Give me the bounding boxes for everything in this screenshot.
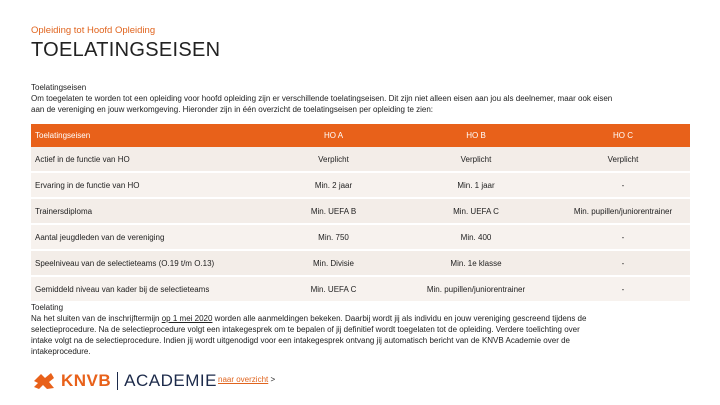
table-row <box>31 198 690 224</box>
admission-text: Na het sluiten van de inschrijftermijn <box>31 314 162 323</box>
table-cell: Min. UEFA B <box>271 198 396 224</box>
admission-line: intake volgt na de selectieprocedure. Indien jij wordt uitgenodigd voor een intakegesprek ontvang jij automatisch bericht van de KNVB Academie over de <box>31 336 570 345</box>
table-row <box>31 224 690 250</box>
table-cell: Actief in de functie van HO <box>31 147 271 172</box>
table-cell: Min. 750 <box>271 224 396 250</box>
column-header: HO A <box>271 124 396 147</box>
academy-name: ACADEMIE <box>124 371 217 390</box>
admission-section <box>31 302 691 357</box>
table-row <box>31 147 690 172</box>
table-cell: Gemiddeld niveau van kader bij de selectieteams <box>31 276 271 302</box>
chevron-right-icon: > <box>270 375 276 384</box>
table-cell: Min. UEFA C <box>271 276 396 302</box>
table-cell: Verplicht <box>556 147 690 172</box>
table-cell: - <box>556 276 690 302</box>
deadline-date: op 1 mei 2020 <box>161 314 213 323</box>
admission-heading: Toelating <box>31 303 64 312</box>
intro-line: Om toegelaten te worden tot een opleiding voor hoofd opleiding zijn er verschillende toelatingseisen. Dit zijn niet alleen eisen aan jou als deelnemer, maar ook eisen <box>31 94 613 103</box>
lion-icon <box>31 370 57 392</box>
column-header: Toelatingseisen <box>31 124 271 147</box>
table-cell: Aantal jeugdleden van de vereniging <box>31 224 271 250</box>
knvb-academie-logo <box>31 369 217 393</box>
intro-heading: Toelatingseisen <box>31 83 87 92</box>
table-row <box>31 172 690 198</box>
intro-line: aan de vereniging en jouw werkomgeving. Hieronder zijn in één overzicht de toelatingseisen per opleiding te zien: <box>31 105 434 114</box>
admission-line: selectieprocedure. Na de selectieprocedure volgt een intakegesprek om te bepalen of jij definitief wordt toegelaten tot de opleiding. Verdere toelichting over <box>31 325 580 334</box>
table-cell: Min. pupillen/juniorentrainer <box>556 198 690 224</box>
table-cell: Trainersdiploma <box>31 198 271 224</box>
table-header-row <box>31 124 690 147</box>
table-cell: Min. 400 <box>396 224 556 250</box>
table-cell: - <box>556 224 690 250</box>
intro-section <box>31 82 691 115</box>
table-cell: Min. 2 jaar <box>271 172 396 198</box>
overview-link[interactable]: naar overzicht <box>218 375 269 384</box>
overview-link-container <box>218 375 275 384</box>
table-cell: Speelniveau van de selectieteams (O.19 t/m O.13) <box>31 250 271 276</box>
table-cell: Min. 1 jaar <box>396 172 556 198</box>
requirements-table <box>31 124 690 303</box>
admission-line: intakeprocedure. <box>31 347 91 356</box>
table-cell: - <box>556 172 690 198</box>
page-title: TOELATINGSEISEN <box>31 39 221 61</box>
table-row <box>31 276 690 302</box>
column-header: HO C <box>556 124 690 147</box>
table-cell: Min. pupillen/juniorentrainer <box>396 276 556 302</box>
table-cell: Min. UEFA C <box>396 198 556 224</box>
column-header: HO B <box>396 124 556 147</box>
logo-divider <box>117 372 118 390</box>
table-cell: Min. Divisie <box>271 250 396 276</box>
table-cell: Ervaring in de functie van HO <box>31 172 271 198</box>
breadcrumb: Opleiding tot Hoofd Opleiding <box>31 25 156 36</box>
table-cell: Verplicht <box>271 147 396 172</box>
admission-text: worden alle aanmeldingen bekeken. Daarbij wordt jij als individu en jouw vereniging gescreend tijdens de <box>212 314 587 323</box>
table-row <box>31 250 690 276</box>
brand-name: KNVB <box>61 371 112 390</box>
table-cell: Verplicht <box>396 147 556 172</box>
table-cell: - <box>556 250 690 276</box>
admission-line <box>31 313 691 324</box>
table-cell: Min. 1e klasse <box>396 250 556 276</box>
